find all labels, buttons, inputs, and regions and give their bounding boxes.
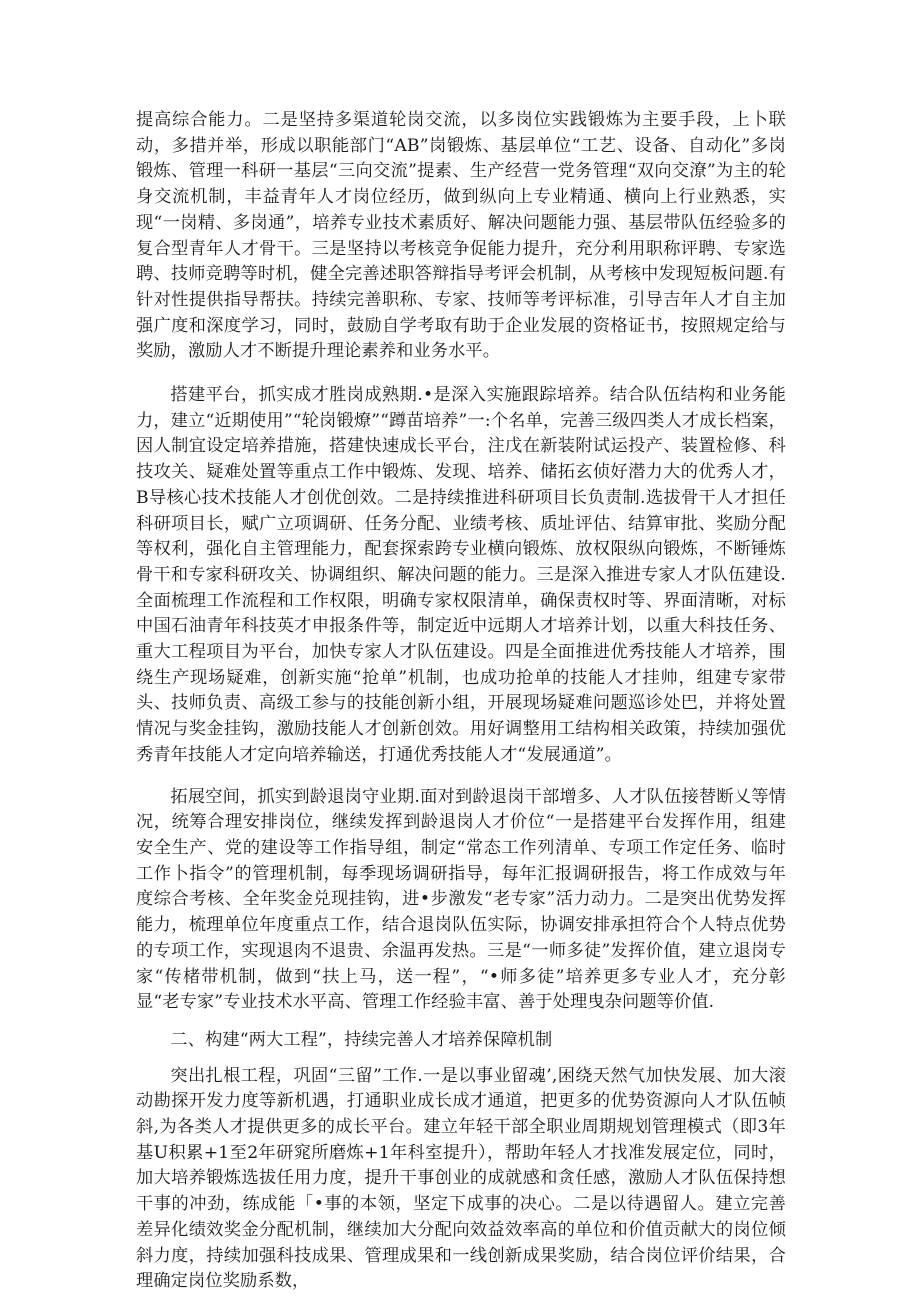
paragraph-continued: 提高综合能力。二是坚持多渠道轮岗交流，以多岗位实践锻炼为主要手段，上卜联动，多措并举，形成以职能部门“AB”岗锻炼、基层单位“工艺、设备、自动化”多岗锻炼、管理一科研一基层“三向交流”提素、生产经营一党务管理“双向交潦”为主的轮身交流机制，丰益青年人才岗位经历，做到纵向上专业精通、横向上行业熟悉，实现“一岗精、多岗通”，培养专业技术素质好、解决问题能力强、基层带队伍经验多的复合型青年人才骨干。三是坚持以考核竞争促能力提升，充分利用职称评聘、专家选聘、技师竞聘等时机，健全完善述职答辩指导考评会机制，从考核中发现短板问题.有针对性提供指导帮扶。持续完善职称、专家、技师等考评标准，引导吉年人才自主加强广度和深度学习，同时，鼓励自学考取有助于企业发展的资格证书，按照规定给与奖励，激励人才不断提升理论素养和业务水平。 [136,110,786,362]
document-body [136,108,786,1295]
paragraph-rooting: 突出扎根工程，巩固“三留”工作.一是以事业留魂’,困绕天然气加快发展、加大滚动勘探开发力度等新机遇，打通职业成长成才通道，把更多的优势资源向人才队伍帧斜,为各类人才提供更多的成长平台。建立年轻干部全职业周期规划管理模式（即3年基U积累+1至2年研窕所磨炼+1年科室提升），帮助年轻人才找准发展定位，同时，加大培养锻炼选拔任用力度，提升干事创业的成就感和贪任感，激励人才队伍保持想干事的冲劲，练成能「•事的本领，坚定下成事的决心。二是以待遇留人。建立完善差异化绩效奖金分配机制，继续加大分配向效益效率高的单位和价值贡献大的岗位倾斜力度，持续加强科技成果、管理成果和一线创新成果奖励，结合岗位评价结果，合理确定岗位奖励系数， [136,1065,786,1292]
paragraph-platform: 搭建平台，抓实成才胜岗成熟期.•是深入实施跟踪培养。结合队伍结构和业务能力，建立“近期使用”“轮岗锻燎”“蹲苗培养”一:个名单，完善三级四类人才成长档案，因人制宜设定培养措施，搭建快速成长平台，注戊在新装附试运投产、装置检修、科技攻关、疑难处置等重点工作中锻炼、发现、培养、储拓玄侦好潜力大的优秀人才，B导核心技术技能人才创优创效。二是持续推进科研项目长负责制.选拔骨干人才担任科研项目长，赋广立项调研、任务分配、业绩考核、质址评估、结算审批、奖励分配等权利，强化自主管理能力，配套探索跨专业横向锻炼、放权限纵向锻炼，不断锤炼骨干和专家科研攻关、协调组织、解决问题的能力。三是深入推进专家人才队伍建设.全面梳理工作流程和工作权限，明确专家权限清单，确保责权时等、界面清晰，对标中国石油青年科技英才申报条件等，制定近中远期人才培养计划，以重大科技任务、重大工程项目为平台，加快专家人才队伍建设。四是全面推进优秀技能人才培养，围绕生产现场疑难，创新实施“抢单”机制，也成功抢单的技能人才挂帅，组建专家带头、技师负责、高级工参与的技能创新小组，开展现场疑难问题巡诊处巴，并将处置情况与奖金挂钩，激励技能人才创新创效。用好调整用工结构相关政策，持续加强优秀青年技能人才定向培养输送，打通优秀技能人才“发展通道”。 [136,385,786,765]
section-heading: 二、构建“两大工程”，持续完善人才培养保障机制 [170,1029,553,1050]
paragraph-retirement: 拓展空间，抓实到龄退岗守业期.面对到龄退岗干部增多、人才队伍接替断乂等情况，统筹合理安排岗位，继续发挥到龄退岗人才价位“一是搭建平台发挥作用，组建安全生产、党的建设等工作指导组，制定“常态工作列清单、专项工作定任务、临时工作卜指令”的管理机制，每季现场调研指导，每年汇报调研报告，将工作成效与年度综合考核、全年奖金兑现挂钩，进•步激发“老专家”活力动力。二是突出优势发挥能力，梳理单位年度重点工作，结合退岗队伍实际，协调安排承担符合个人特点优势的专项工作，实现退肉不退贵、余温再发热。三是“一师多徒”发挥价值，建立退岗专家“传楮带机制，做到“扶上马，送一程”，“•师多徒”培养更多专业人才，充分彰显“老专家”专业技术水平高、管理工作经验丰富、善于处理曳杂问题等价值. [136,786,786,1013]
